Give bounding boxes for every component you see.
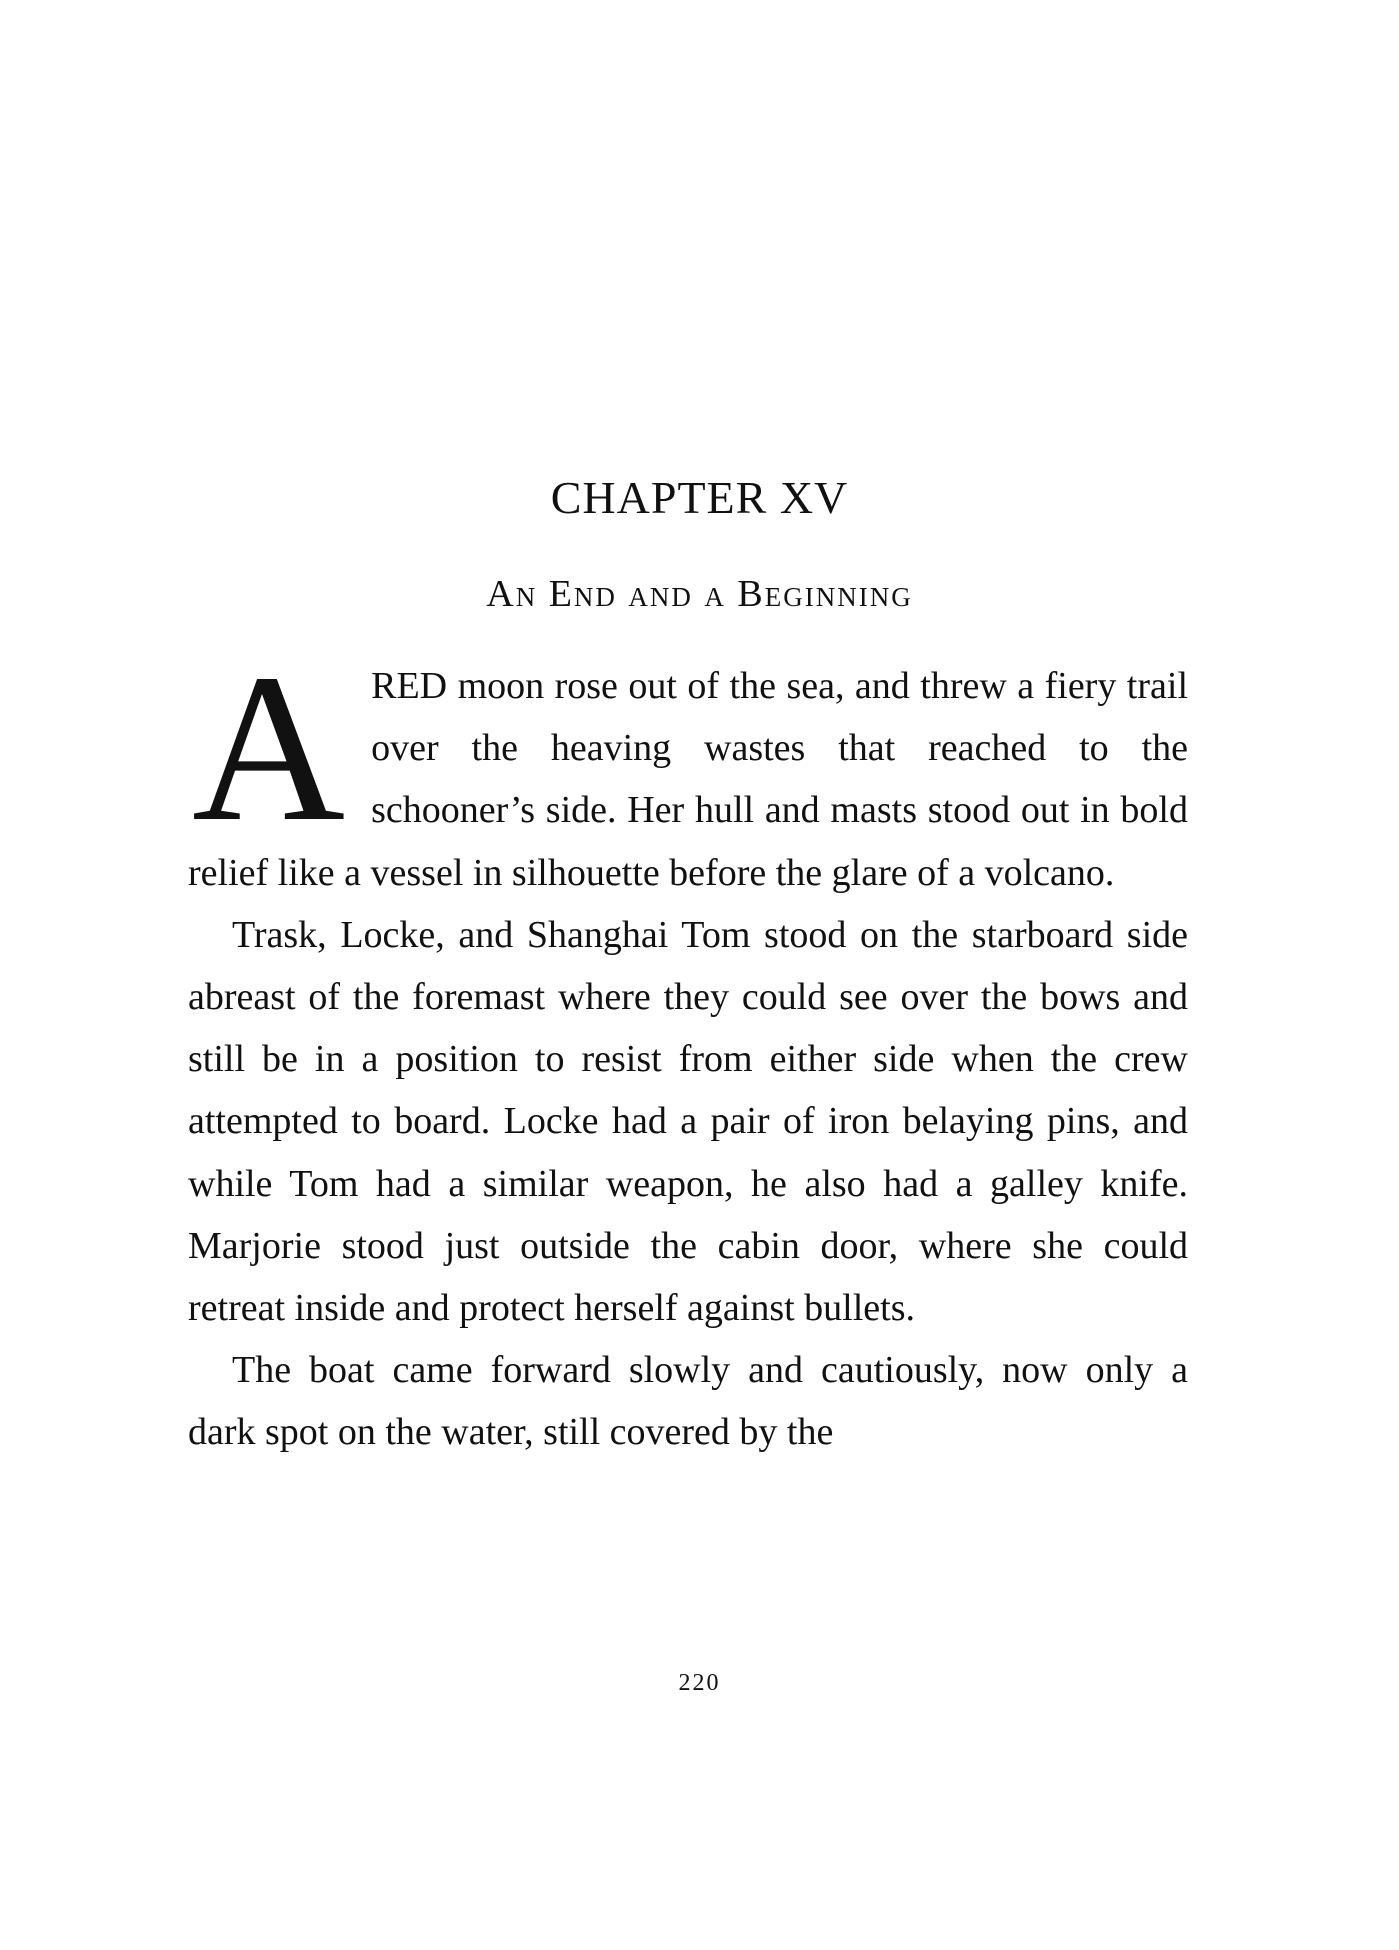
paragraph-3: The boat came forward slowly and cautiously, now only a dark spot on the water, still covered by the	[188, 1349, 1188, 1454]
paragraph-1-text: RED moon rose out of the sea, and threw a fiery trail over the heaving wastes that reached to the schooner’s side. Her hull and masts stood out in bold relief like a vessel in silhouette before the glare of a volcano.	[188, 665, 1188, 894]
paragraph-1	[188, 630, 1188, 904]
chapter-subtitle: An End and a Beginning	[486, 573, 913, 615]
chapter-title: CHAPTER XV	[550, 472, 849, 523]
chapter-body	[188, 630, 1188, 1464]
paragraph-2: Trask, Locke, and Shanghai Tom stood on the starboard side abreast of the foremast where they could see over the bows and still be in a position to resist from either side when the crew attempted to board. Locke had a pair of iron belaying pins, and while Tom had a similar weapon, he also had a galley knife. Marjorie stood just outside the cabin door, where she could retreat inside and protect herself against bullets.	[188, 913, 1188, 1330]
drop-cap: A	[192, 630, 346, 865]
page-number: 220	[678, 1670, 721, 1696]
